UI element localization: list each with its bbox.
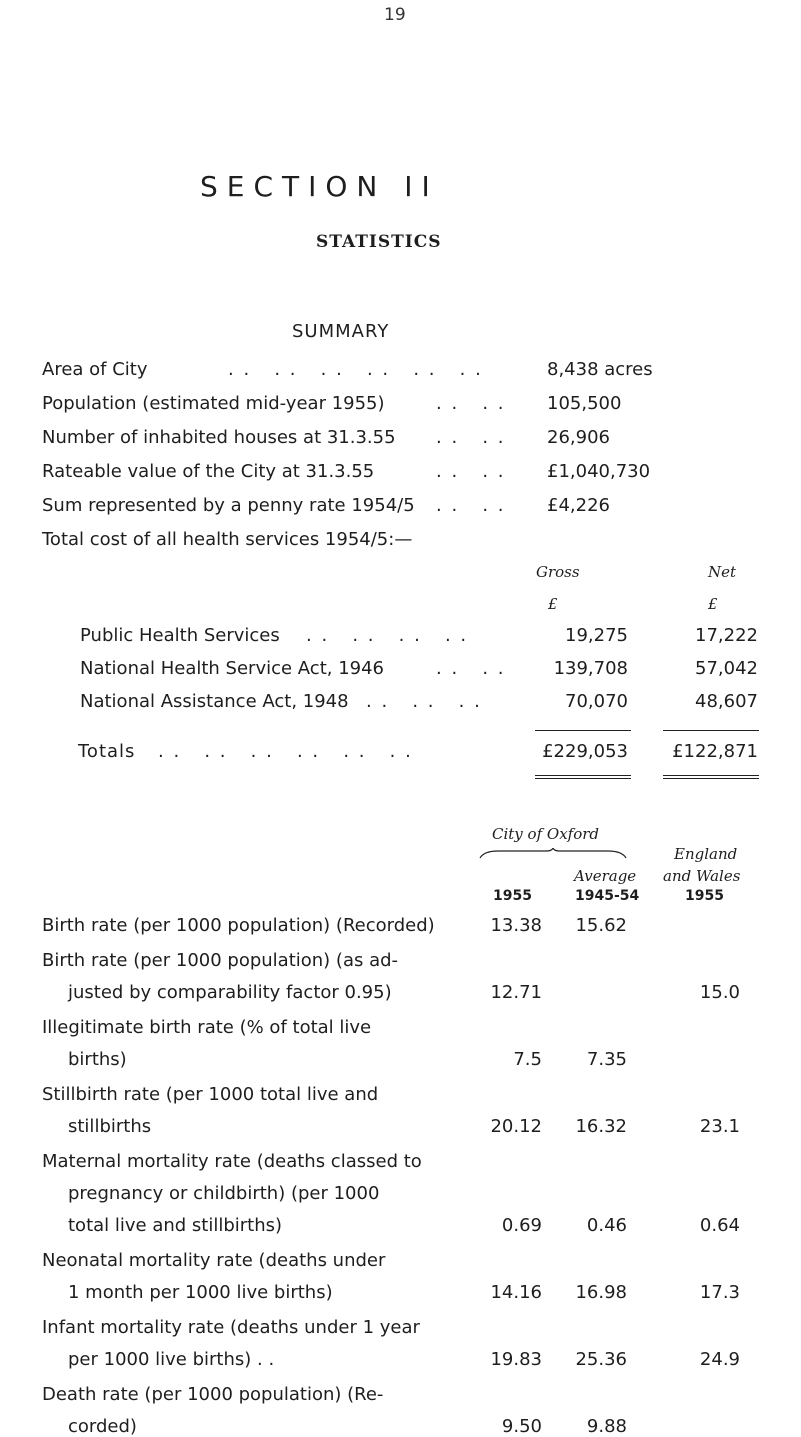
rate-1955: 7.5 [513,1049,542,1070]
summary-value: 105,500 [547,393,622,414]
rate-1955: 12.71 [490,982,542,1003]
rate-label: Stillbirth rate (per 1000 total live and [42,1084,379,1105]
cost-net: 17,222 [695,625,758,646]
subtotal-rule [535,730,631,731]
rate-ew: 0.64 [699,1215,740,1236]
leader-dots: . . . . [436,495,506,516]
rate-label: Birth rate (per 1000 population) (Recorded) [42,915,435,936]
cost-net: 57,042 [695,658,758,679]
rate-label-cont: corded) [68,1416,137,1437]
total-rule [535,778,631,779]
rate-ew: 15.0 [699,982,740,1003]
rate-average: 7.35 [586,1049,627,1070]
rate-label-cont: births) [68,1049,127,1070]
cost-gross: 70,070 [565,691,628,712]
col-average-years: 1945-54 [575,888,640,904]
rate-1955: 20.12 [490,1116,542,1137]
summary-label: Sum represented by a penny rate 1954/5 [42,495,415,516]
rate-ew: 24.9 [699,1349,740,1370]
page-number: 19 [384,5,406,25]
summary-label: Rateable value of the City at 31.3.55 [42,461,375,482]
health-cost-label: Total cost of all health services 1954/5:— [42,529,413,550]
total-gross: £229,053 [542,741,628,762]
leader-dots: . . . . [436,461,506,482]
rate-average: 16.98 [575,1282,627,1303]
section-heading: SECTION II [200,170,439,203]
summary-value: 8,438 acres [547,359,653,380]
brace-icon [478,848,628,860]
rate-1955: 19.83 [490,1349,542,1370]
rate-label: Death rate (per 1000 population) (Re- [42,1384,384,1405]
leader-dots: . . . . [436,427,506,448]
rate-label-cont: 1 month per 1000 live births) [68,1282,333,1303]
rate-1955: 9.50 [501,1416,542,1437]
city-header: City of Oxford [492,825,600,843]
summary-value: 26,906 [547,427,610,448]
summary-label: Area of City [42,359,148,380]
cost-row-label: National Health Service Act, 1946 [80,658,385,679]
rate-ew: 17.3 [699,1282,740,1303]
rate-label: Illegitimate birth rate (% of total live [42,1017,372,1038]
rate-1955: 0.69 [501,1215,542,1236]
leader-dots: . . . . . . . . . . . . [228,359,483,380]
rate-1955: 13.38 [490,915,542,936]
totals-label: Totals [78,741,136,762]
col-1955-header: 1955 [493,888,532,904]
leader-dots: . . . . . . . . [306,625,469,646]
col-gross-header: Gross [536,563,580,581]
col-ew-header-line2: and Wales [663,867,741,885]
summary-value: £1,040,730 [547,461,651,482]
cost-row-label: National Assistance Act, 1948 [80,691,349,712]
summary-heading: SUMMARY [292,321,390,342]
rate-average: 25.36 [575,1349,627,1370]
leader-dots: . . . . . . . . . . . . [158,741,413,762]
rate-ew: 23.1 [699,1116,740,1137]
rate-label-cont: justed by comparability factor 0.95) [68,982,392,1003]
total-rule [663,778,759,779]
statistics-heading: STATISTICS [316,232,442,252]
rate-average: 16.32 [575,1116,627,1137]
col-ew-year: 1955 [685,888,724,904]
total-rule [535,775,631,776]
cost-net: 48,607 [695,691,758,712]
leader-dots: . . . . [436,393,506,414]
leader-dots: . . . . [436,658,506,679]
rate-average: 0.46 [586,1215,627,1236]
col-average-header: Average [574,867,637,885]
net-currency: £ [708,595,718,613]
rate-label-cont: stillbirths [68,1116,152,1137]
summary-value: £4,226 [547,495,610,516]
cost-row-label: Public Health Services [80,625,280,646]
summary-label: Population (estimated mid-year 1955) [42,393,385,414]
rate-label: Maternal mortality rate (deaths classed to [42,1151,422,1172]
rate-label-cont: pregnancy or childbirth) (per 1000 [68,1183,380,1204]
cost-gross: 139,708 [553,658,628,679]
rate-label: Infant mortality rate (deaths under 1 year [42,1317,420,1338]
rate-label-cont: per 1000 live births) . . [68,1349,275,1370]
rate-average: 15.62 [575,915,627,936]
rate-average: 9.88 [586,1416,627,1437]
total-net: £122,871 [672,741,758,762]
rate-label: Neonatal mortality rate (deaths under [42,1250,386,1271]
gross-currency: £ [548,595,558,613]
total-rule [663,775,759,776]
rate-label: Birth rate (per 1000 population) (as ad- [42,950,399,971]
leader-dots: . . . . . . [366,691,482,712]
cost-gross: 19,275 [565,625,628,646]
summary-label: Number of inhabited houses at 31.3.55 [42,427,396,448]
rate-label-cont: total live and stillbirths) [68,1215,283,1236]
subtotal-rule [663,730,759,731]
col-ew-header-line1: England [674,845,738,863]
col-net-header: Net [708,563,737,581]
rate-1955: 14.16 [490,1282,542,1303]
